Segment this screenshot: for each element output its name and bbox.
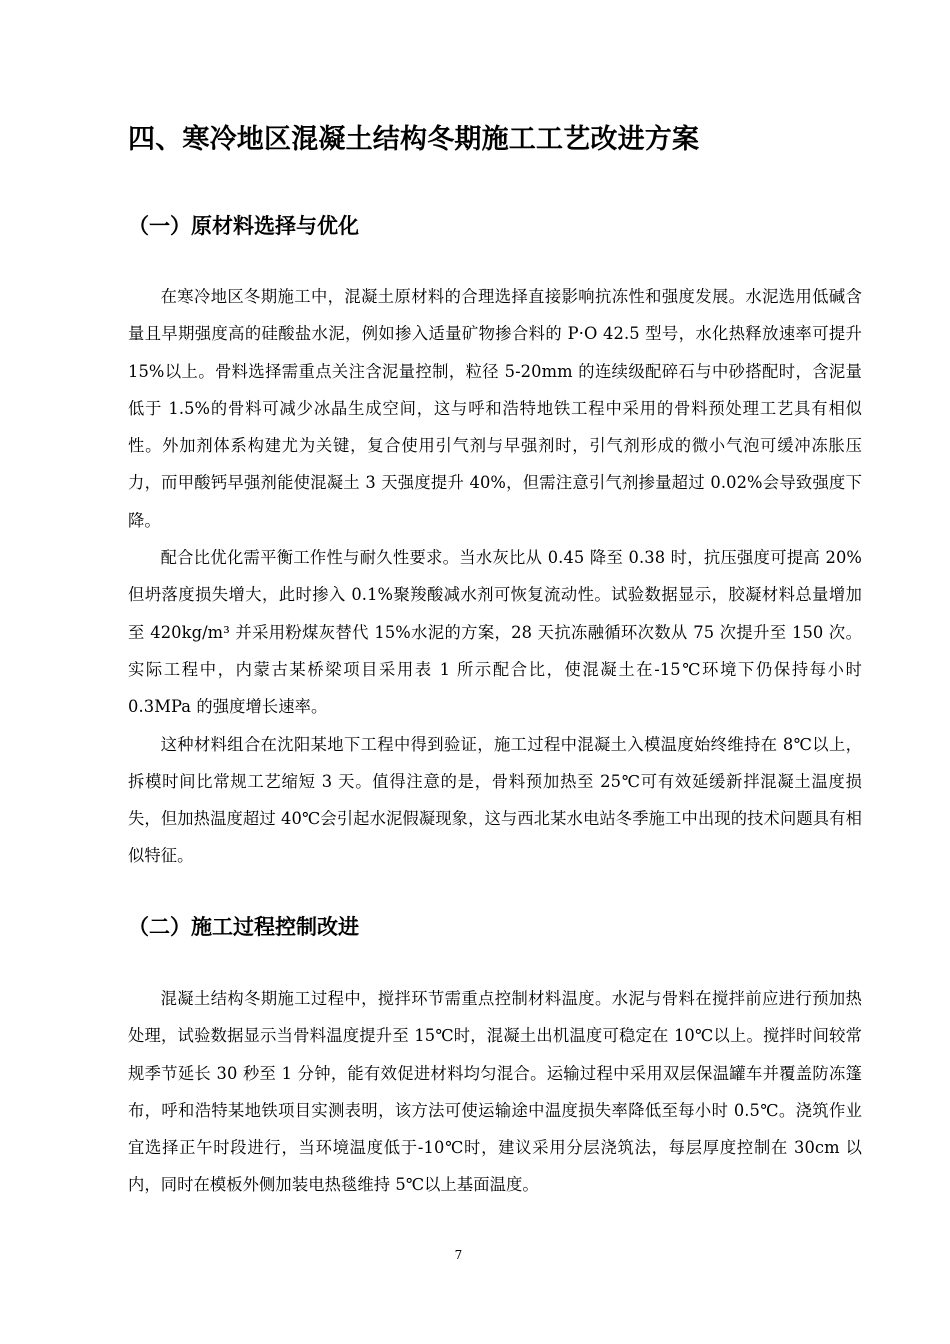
paragraph: 这种材料组合在沈阳某地下工程中得到验证，施工过程中混凝土入模温度始终维持在 8℃以上，拆模时间比常规工艺缩短 3 天。值得注意的是，骨料预加热至 25℃可有效延缓新拌混凝土温度损失，但加热温度超过 40℃会引起水泥假凝现象，这与西北某水电站冬季施工中出现的技术问题具有相似特征。 <box>128 734 862 866</box>
page-number: 7 <box>454 1248 463 1262</box>
paragraph: 混凝土结构冬期施工过程中，搅拌环节需重点控制材料温度。水泥与骨料在搅拌前应进行预加热处理，试验数据显示当骨料温度提升至 15℃时，混凝土出机温度可稳定在 10℃以上。搅拌时间较常规季节延长 30 秒至 1 分钟，能有效促进材料均匀混合。运输过程中采用双层保温罐车并覆盖防冻篷布，呼和浩特某地铁项目实测表明，该方法可使运输途中温度损失率降低至每小时 0.5℃。浇筑作业宜选择正午时段进行，当环境温度低于-10℃时，建议采用分层浇筑法，每层厚度控制在 30cm 以内，同时在模板外侧加装电热毯维持 5℃以上基面温度。 <box>128 989 862 1195</box>
paragraph: 配合比优化需平衡工作性与耐久性要求。当水灰比从 0.45 降至 0.38 时，抗压强度可提高 20%但坍落度损失增大，此时掺入 0.1%聚羧酸减水剂可恢复流动性。试验数据显示，胶凝材料总量增加至 420kg/m³ 并采用粉煤灰替代 15%水泥的方案，28 天抗冻融循环次数从 75 次提升至 150 次。实际工程中，内蒙古某桥梁项目采用表 1 所示配合比，使混凝土在-15℃环境下仍保持每小时 0.3MPa 的强度增长速率。 <box>128 548 862 717</box>
section-title-2: （二）施工过程控制改进 <box>128 915 359 939</box>
section-title-1: （一）原材料选择与优化 <box>128 214 359 238</box>
paragraph: 在寒冷地区冬期施工中，混凝土原材料的合理选择直接影响抗冻性和强度发展。水泥选用低碱含量且早期强度高的硅酸盐水泥，例如掺入适量矿物掺合料的 P·O 42.5 型号，水化热释放速率可提升 15%以上。骨料选择需重点关注含泥量控制，粒径 5-20mm 的连续级配碎石与中砂搭配时，含泥量低于 1.5%的骨料可减少冰晶生成空间，这与呼和浩特地铁工程中采用的骨料预处理工艺具有相似性。外加剂体系构建尤为关键，复合使用引气剂与早强剂时，引气剂形成的微小气泡可缓冲冻胀压力，而甲酸钙早强剂能使混凝土 3 天强度提升 40%，但需注意引气剂掺量超过 0.02%会导致强度下降。 <box>128 287 862 530</box>
section-2-body <box>128 980 862 1204</box>
section-1-body <box>128 278 862 875</box>
chapter-title: 四、寒冷地区混凝土结构冬期施工工艺改进方案 <box>128 124 700 155</box>
